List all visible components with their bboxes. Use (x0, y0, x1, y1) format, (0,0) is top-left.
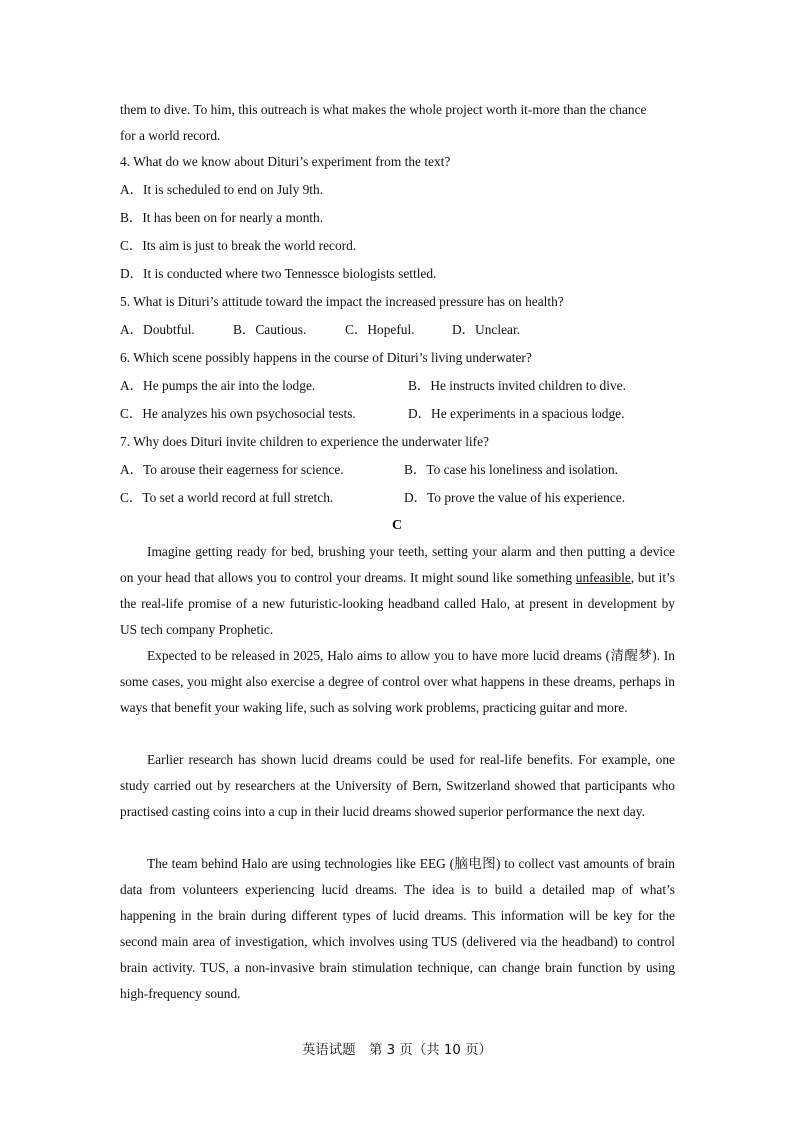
question-7-option-b: B．To case his loneliness and isolation. (404, 462, 619, 477)
question-4-option-c: C．Its aim is just to break the world record. (120, 238, 357, 253)
page-footer: 英语试题 第 3 页（共 10 页） (302, 1043, 492, 1058)
intro-line-2: for a world record. (120, 128, 221, 143)
question-4-option-a: A．It is scheduled to end on July 9th. (120, 182, 324, 197)
question-6-option-a: A．He pumps the air into the lodge. (120, 378, 316, 393)
passage-c-heading: C (391, 518, 403, 533)
passage-c-paragraph-1 (120, 539, 675, 643)
passage-c-paragraph-2: Expected to be released in 2025, Halo aims to allow you to have more lucid dreams (清醒梦). In some cases, you might also exercise a degree of control over what happens in these dreams, perhaps in ways that benefit your waking life, such as solving work problems, practicing guitar and more. (120, 648, 675, 715)
question-5-option-b: B．Cautious. (233, 322, 307, 337)
question-7-option-d: D．To prove the value of his experience. (404, 490, 626, 505)
question-7-stem: 7. Why does Dituri invite children to experience the underwater life? (120, 434, 489, 449)
question-4-stem: 4. What do we know about Dituri’s experiment from the text? (120, 154, 451, 169)
question-5-option-d: D．Unclear. (452, 322, 521, 337)
question-6-option-d: D．He experiments in a spacious lodge. (408, 406, 625, 421)
paragraph-1-text-start: Imagine getting ready for bed, brushing your teeth, setting your alarm and then putting a device on your head that allows you to control your dreams. It might sound like something (120, 544, 675, 585)
question-4-option-d: D．It is conducted where two Tennessce biologists settled. (120, 266, 437, 281)
passage-c-paragraph-3: Earlier research has shown lucid dreams could be used for real-life benefits. For example, one study carried out by researchers at the University of Bern, Switzerland showed that participants who practised casting coins into a cup in their lucid dreams showed superior performance the next day. (120, 752, 675, 819)
underlined-word-unfeasible: unfeasible (575, 570, 631, 585)
question-6-option-b: B．He instructs invited children to dive. (408, 378, 626, 393)
question-6-option-c: C．He analyzes his own psychosocial tests. (120, 406, 356, 421)
question-5-option-c: C．Hopeful. (345, 322, 415, 337)
passage-c-paragraph-4: The team behind Halo are using technologies like EEG (脑电图) to collect vast amounts of brain data from volunteers experiencing lucid dreams. The idea is to build a detailed map of what’s happening in the brain during different types of lucid dreams. This information will be key for the second main area of investigation, which involves using TUS (delivered via the headband) to control brain activity. TUS, a non-invasive brain stimulation technique, can change brain function by using high-frequency sound. (120, 856, 675, 1001)
question-6-stem: 6. Which scene possibly happens in the course of Dituri’s living underwater? (120, 350, 532, 365)
question-5-option-a: A．Doubtful. (120, 322, 195, 337)
question-7-option-c: C．To set a world record at full stretch. (120, 490, 334, 505)
question-7-option-a: A．To arouse their eagerness for science. (120, 462, 344, 477)
paragraph-1-text-end: , but it’s the real-life promise of a new futuristic-looking headband called Halo, at present in development by US tech company Prophetic. (120, 570, 675, 637)
question-4-option-b: B．It has been on for nearly a month. (120, 210, 324, 225)
question-5-stem: 5. What is Dituri’s attitude toward the impact the increased pressure has on health? (120, 294, 564, 309)
intro-line-1: them to dive. To him, this outreach is what makes the whole project worth it-more than the chance (120, 102, 647, 117)
